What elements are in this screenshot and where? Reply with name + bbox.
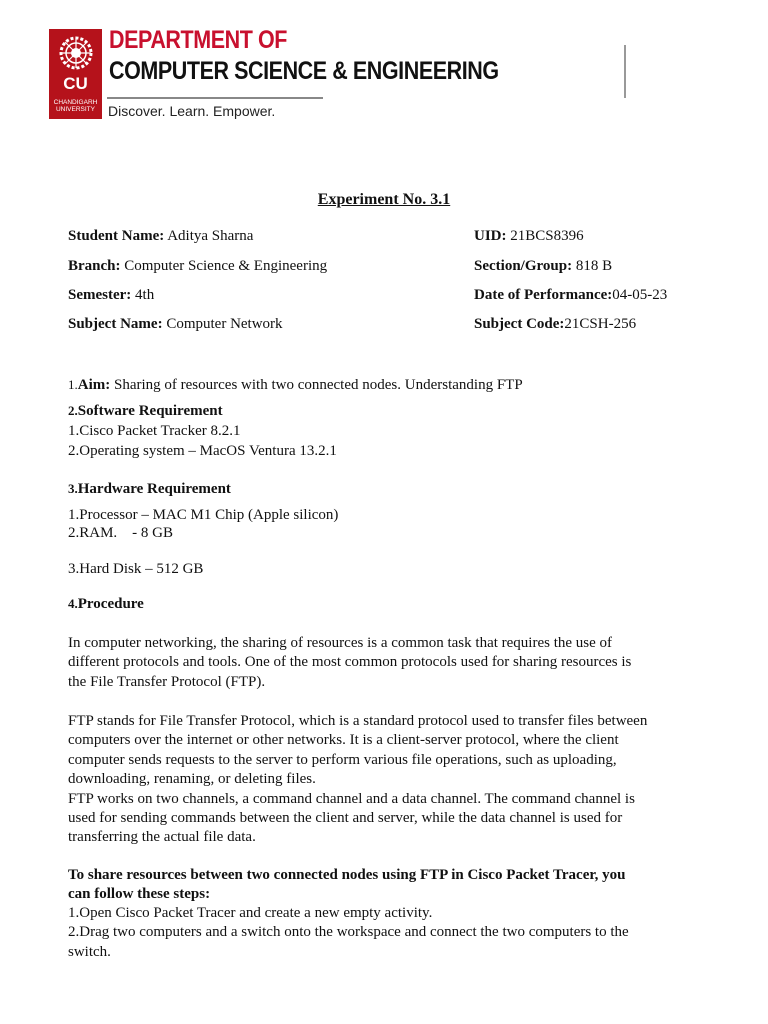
date-label: Date of Performance: <box>474 287 613 303</box>
procedure-heading-number: 4. <box>68 596 78 611</box>
step-item: switch. <box>68 943 111 960</box>
aim-line <box>68 375 523 395</box>
procedure-heading <box>68 596 144 613</box>
branch-label: Branch: <box>68 258 121 274</box>
procedure-paragraph-1 <box>68 634 748 692</box>
branch-value: Computer Science & Engineering <box>124 258 328 274</box>
subject-row <box>68 316 283 333</box>
steps-heading-line: To share resources between two connected nodes using FTP in Cisco Packet Tracer, you <box>68 867 626 883</box>
department-title: DEPARTMENT OF <box>109 26 287 54</box>
software-item: 2.Operating system – MacOS Ventura 13.2.1 <box>68 443 337 459</box>
procedure-heading-text: Procedure <box>77 596 144 612</box>
hardware-heading <box>68 481 231 498</box>
paragraph-line: different protocols and tools. One of the most common protocols used for sharing resources is <box>68 654 632 671</box>
procedure-paragraph-2 <box>68 712 758 848</box>
semester-row <box>68 287 154 304</box>
software-item: 1.Cisco Packet Tracker 8.2.1 <box>68 423 241 439</box>
section-value: 818 B <box>575 258 613 274</box>
uid-row <box>474 228 584 245</box>
step-item: 1.Open Cisco Packet Tracer and create a new empty activity. <box>68 905 433 921</box>
steps-heading-line: can follow these steps: <box>68 886 211 902</box>
step-item: 2.Drag two computers and a switch onto the workspace and connect the two computers to the <box>68 924 629 941</box>
student-name-row <box>68 228 253 245</box>
hardware-heading-number: 3. <box>68 481 78 496</box>
code-value: 21CSH-256 <box>564 316 637 332</box>
logo-cu-text: CU <box>63 74 88 93</box>
hardware-item: 1.Processor – MAC M1 Chip (Apple silicon) <box>68 507 339 523</box>
paragraph-line: FTP works on two channels, a command channel and a data channel. The command channel is <box>68 790 635 807</box>
date-row <box>474 287 667 304</box>
semester-label: Semester: <box>68 287 132 303</box>
paragraph-line: the File Transfer Protocol (FTP). <box>68 673 266 690</box>
subject-label: Subject Name: <box>68 316 163 332</box>
paragraph-line: computers over the internet or other networks. It is a client-server protocol, where the client <box>68 732 619 749</box>
paragraph-line: In computer networking, the sharing of resources is a common task that requires the use of <box>68 635 613 651</box>
date-value: 04-05-23 <box>612 287 668 303</box>
header-underline <box>107 97 323 99</box>
logo-university-text: CHANDIGARH UNIVERSITY <box>53 99 98 113</box>
student-name-value: Aditya Sharna <box>167 228 254 244</box>
steps-list <box>68 904 758 962</box>
hardware-item: 2.RAM. - 8 GB <box>68 525 174 541</box>
section-row <box>474 258 612 275</box>
software-heading-text: Software Requirement <box>77 403 223 419</box>
code-row <box>474 316 636 333</box>
paragraph-line: computer sends requests to the server to perform various file operations, such as uploading, <box>68 751 617 768</box>
aim-text: Sharing of resources with two connected nodes. Understanding FTP <box>114 377 523 393</box>
code-label: Subject Code: <box>474 316 565 332</box>
branch-row <box>68 258 327 275</box>
paragraph-line: FTP stands for File Transfer Protocol, which is a standard protocol used to transfer files between <box>68 713 648 729</box>
tagline: Discover. Learn. Empower. <box>108 103 276 119</box>
aim-label: Aim: <box>77 377 111 393</box>
department-subtitle: COMPUTER SCIENCE & ENGINEERING <box>109 57 499 85</box>
software-heading <box>68 403 223 420</box>
hardware-item: 3.Hard Disk – 512 GB <box>68 561 204 577</box>
aim-number: 1. <box>68 377 78 392</box>
uid-value: 21BCS8396 <box>510 228 584 244</box>
subject-value: Computer Network <box>166 316 283 332</box>
student-name-label: Student Name: <box>68 228 165 244</box>
software-heading-number: 2. <box>68 403 78 418</box>
uid-label: UID: <box>474 228 507 244</box>
steps-heading <box>68 866 758 904</box>
paragraph-line: used for sending commands between the client and server, while the data channel is used for <box>68 810 623 827</box>
paragraph-line: downloading, renaming, or deleting files. <box>68 771 316 788</box>
section-label: Section/Group: <box>474 258 573 274</box>
experiment-title: Experiment No. 3.1 <box>317 191 451 208</box>
paragraph-line: transferring the actual file data. <box>68 829 256 846</box>
semester-value: 4th <box>135 287 155 303</box>
header-divider <box>624 45 626 98</box>
gear-emblem-icon <box>55 32 97 74</box>
hardware-heading-text: Hardware Requirement <box>77 481 231 497</box>
